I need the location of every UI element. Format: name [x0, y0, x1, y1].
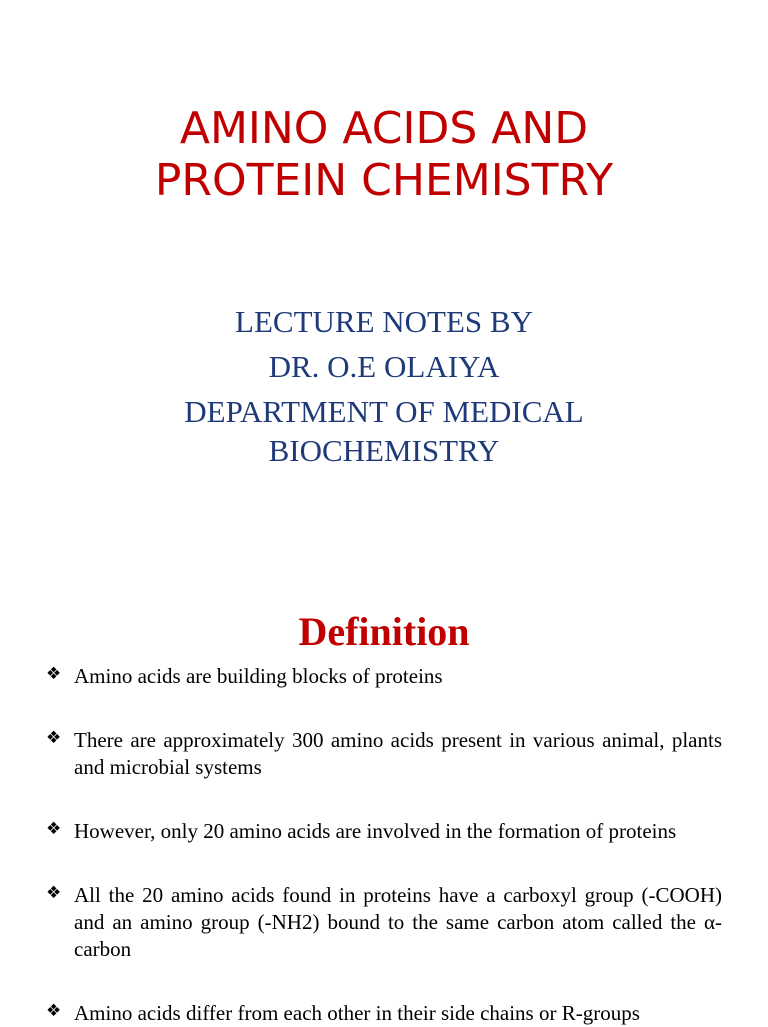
bullet-item — [46, 818, 722, 845]
bullet-text: Amino acids are building blocks of proteins — [74, 664, 443, 688]
bullet-item — [46, 663, 722, 690]
bullet-text: However, only 20 amino acids are involved in the formation of proteins — [74, 819, 677, 843]
bullet-text: There are approximately 300 amino acids present in various animal, plants and microbial systems — [74, 728, 722, 779]
diamond-bullet-icon: ❖ — [46, 664, 62, 684]
department-line-1: DEPARTMENT OF MEDICAL — [184, 394, 584, 429]
title-line-2: PROTEIN CHEMISTRY — [154, 155, 614, 206]
definition-bullet-list — [46, 663, 722, 1027]
diamond-bullet-icon: ❖ — [46, 1001, 62, 1021]
bullet-item — [46, 1000, 722, 1027]
diamond-bullet-icon: ❖ — [46, 819, 62, 839]
bullet-item — [46, 882, 722, 963]
diamond-bullet-icon: ❖ — [46, 728, 62, 748]
bullet-text: All the 20 amino acids found in proteins have a carboxyl group (-COOH) and an amino group (-NH2) bound to the same carbon atom called the α-carbon — [74, 883, 722, 961]
bullet-text: Amino acids differ from each other in their side chains or R-groups — [74, 1001, 640, 1025]
slide-title — [0, 103, 768, 207]
author-name: DR. O.E OLAIYA — [268, 349, 500, 384]
diamond-bullet-icon: ❖ — [46, 883, 62, 903]
author-block — [0, 299, 768, 473]
lecture-notes-by: LECTURE NOTES BY — [235, 304, 533, 339]
bullet-item — [46, 727, 722, 781]
definition-heading: Definition — [298, 609, 470, 654]
title-line-1: AMINO ACIDS AND — [179, 103, 589, 154]
department-line-2: BIOCHEMISTRY — [268, 433, 500, 468]
